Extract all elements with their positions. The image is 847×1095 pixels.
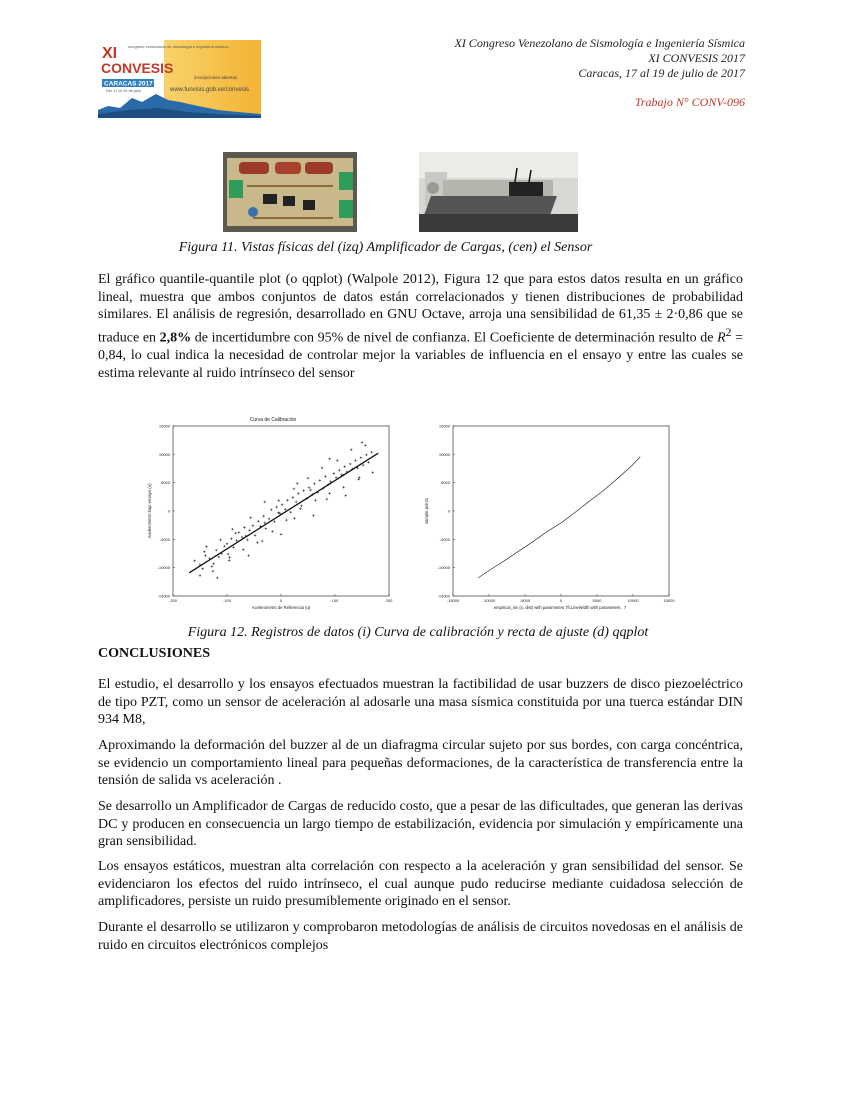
y-tick-label: 5000 xyxy=(441,480,450,486)
y-tick-label: 15000 xyxy=(158,423,170,429)
x-tick-label: 200 xyxy=(385,598,393,603)
qqplot-chart xyxy=(420,412,680,612)
conclusion-paragraph: El estudio, el desarrollo y los ensayos efectuados muestran la factibilidad de usar buzzers de disco piezoeléctrico de tipo PZT, como un sensor de aceleración al adosarle una masa sísmica constituida por una tuerca estándar DIN 934 M8, xyxy=(98,677,743,728)
calibration-plot-area xyxy=(173,426,389,596)
qqplot-x-label: empirical_inv (x, dist) with parameters 7fi,LineWidth with parameters , 7 xyxy=(493,605,627,610)
x-tick-label: 5000 xyxy=(592,598,602,603)
y-tick-label: 5000 xyxy=(161,480,170,486)
x-tick-label: -10000 xyxy=(482,598,496,603)
p1-text-a: El gráfico quantile-quantile plot (o qqplot) (Walpole 2012), Figura 12 que para estos datos resulta en un gráfico lineal, muestra que ambos conjuntos de datos están correlacionados y tienen distribuciones de probabilidad similares. El análisis de regresión, desarrollado en GNU Octave, arroja una sensibilidad de 61,35 ± 2·0,86 que se traduce en xyxy=(98,272,743,346)
x-tick-label: -5000 xyxy=(519,598,531,603)
y-tick-label: -5000 xyxy=(439,536,450,542)
x-tick-label: -15000 xyxy=(446,598,460,603)
x-tick-label: -200 xyxy=(168,598,178,603)
svg-text:congreso venezolano de sismolo: congreso venezolano de sismología e ingeniería sísmica xyxy=(128,44,229,49)
sensor-photo xyxy=(419,152,578,232)
conclusion-paragraph: Se desarrollo un Amplificador de Cargas de reducido costo, que a pesar de las dificultades, que generan las derivas DC y producen en consecuencia un largo tiempo de estabilización, evidencia por simulación y empíricamente una gran sensibilidad. xyxy=(98,799,743,850)
svg-text:XI: XI xyxy=(102,45,118,62)
y-tick-label: 10000 xyxy=(438,451,450,457)
x-tick-label: 15000 xyxy=(663,598,675,603)
paragraph-qqplot xyxy=(98,271,743,382)
header-paper-id: Trabajo N° CONV-096 xyxy=(634,95,745,109)
y-tick-label: 15000 xyxy=(438,423,450,429)
calibration-x-label: Acelerometro de Referencia (u) xyxy=(251,605,311,610)
calibration-chart-title: Curva de Calibración xyxy=(249,417,297,423)
calibration-y-label: Acelerometro bajo ensayo (u) xyxy=(147,483,152,539)
qqplot-y-label: sample points xyxy=(424,498,429,524)
y-tick-label: 0 xyxy=(167,508,170,514)
p1-uncertainty: 2,8% xyxy=(159,330,192,346)
svg-text:Del 17 al 19 de julio: Del 17 al 19 de julio xyxy=(106,88,142,93)
header-event: XI CONVESIS 2017 xyxy=(648,51,745,65)
x-tick-label: 0 xyxy=(559,598,563,603)
conclusion-paragraph: Durante el desarrollo se utilizaron y comprobaron metodologías de análisis de circuitos novedosas en el análisis de ruido en circuitos electrónicos complejos xyxy=(98,920,743,953)
svg-text:CONVESIS: CONVESIS xyxy=(101,60,174,76)
x-tick-label: -100 xyxy=(222,598,232,603)
amplifier-photo xyxy=(223,152,357,232)
x-tick-label: 100 xyxy=(331,598,339,603)
convesis-logo xyxy=(98,40,261,118)
figure-12-caption: Figura 12. Registros de datos (i) Curva de calibración y recta de ajuste (d) qqplot xyxy=(187,625,649,640)
p1-r-exponent: 2 xyxy=(725,325,732,339)
header-congress: XI Congreso Venezolano de Sismología e Ingeniería Sísmica xyxy=(454,36,745,50)
x-tick-label: 0 xyxy=(279,598,283,603)
conclusions-heading: CONCLUSIONES xyxy=(98,646,211,661)
svg-text:inscripciones abiertas: inscripciones abiertas xyxy=(194,75,238,80)
y-tick-label: 10000 xyxy=(158,451,170,457)
p1-text-c: = 0,84, lo cual indica la necesidad de controlar mejor la variables de influencia en el ensayo y entre las cuales se estima relevante al ruido intrínseco del sensor xyxy=(98,330,743,381)
qqplot-plot-area xyxy=(453,426,669,596)
header-dates: Caracas, 17 al 19 de julio de 2017 xyxy=(578,66,745,80)
y-tick-label: 0 xyxy=(447,508,450,514)
svg-text:www.funvisis.gob.ve/convesis: www.funvisis.gob.ve/convesis xyxy=(170,87,250,93)
conclusion-paragraph: Aproximando la deformación del buzzer al de un diafragma circular sujeto por sus bordes, con carga concéntrica, se evidencio un comportamiento lineal para pequeñas deformaciones, de la característica de transferencia entre la tensión de salida vs aceleración . xyxy=(98,738,743,789)
calibration-chart xyxy=(143,412,393,612)
page-header xyxy=(454,36,745,110)
p1-text-b: de incertidumbre con 95% de nivel de confianza. El Coeficiente de determinación resulto de xyxy=(191,330,718,346)
svg-text:CARACAS 2017: CARACAS 2017 xyxy=(104,80,153,88)
conclusion-paragraph: Los ensayos estáticos, muestran alta correlación con respecto a la aceleración y gran sensibilidad del sensor. Se evidenciaron los efectos del ruido intrínseco, el cual aunque pudo reducirse mediante cuidadosa selección de amplificadores, persiste un ruido presumiblemente originado en el sensor. xyxy=(98,859,743,910)
y-tick-label: -15000 xyxy=(437,593,450,599)
y-tick-label: -10000 xyxy=(157,565,170,571)
y-tick-label: -10000 xyxy=(437,565,450,571)
y-tick-label: -5000 xyxy=(159,536,170,542)
p1-r-symbol: R xyxy=(717,330,726,346)
y-tick-label: -15000 xyxy=(157,593,170,599)
x-tick-label: 10000 xyxy=(627,598,639,603)
figure-11-caption: Figura 11. Vistas físicas del (izq) Amplificador de Cargas, (cen) el Sensor xyxy=(178,240,593,255)
